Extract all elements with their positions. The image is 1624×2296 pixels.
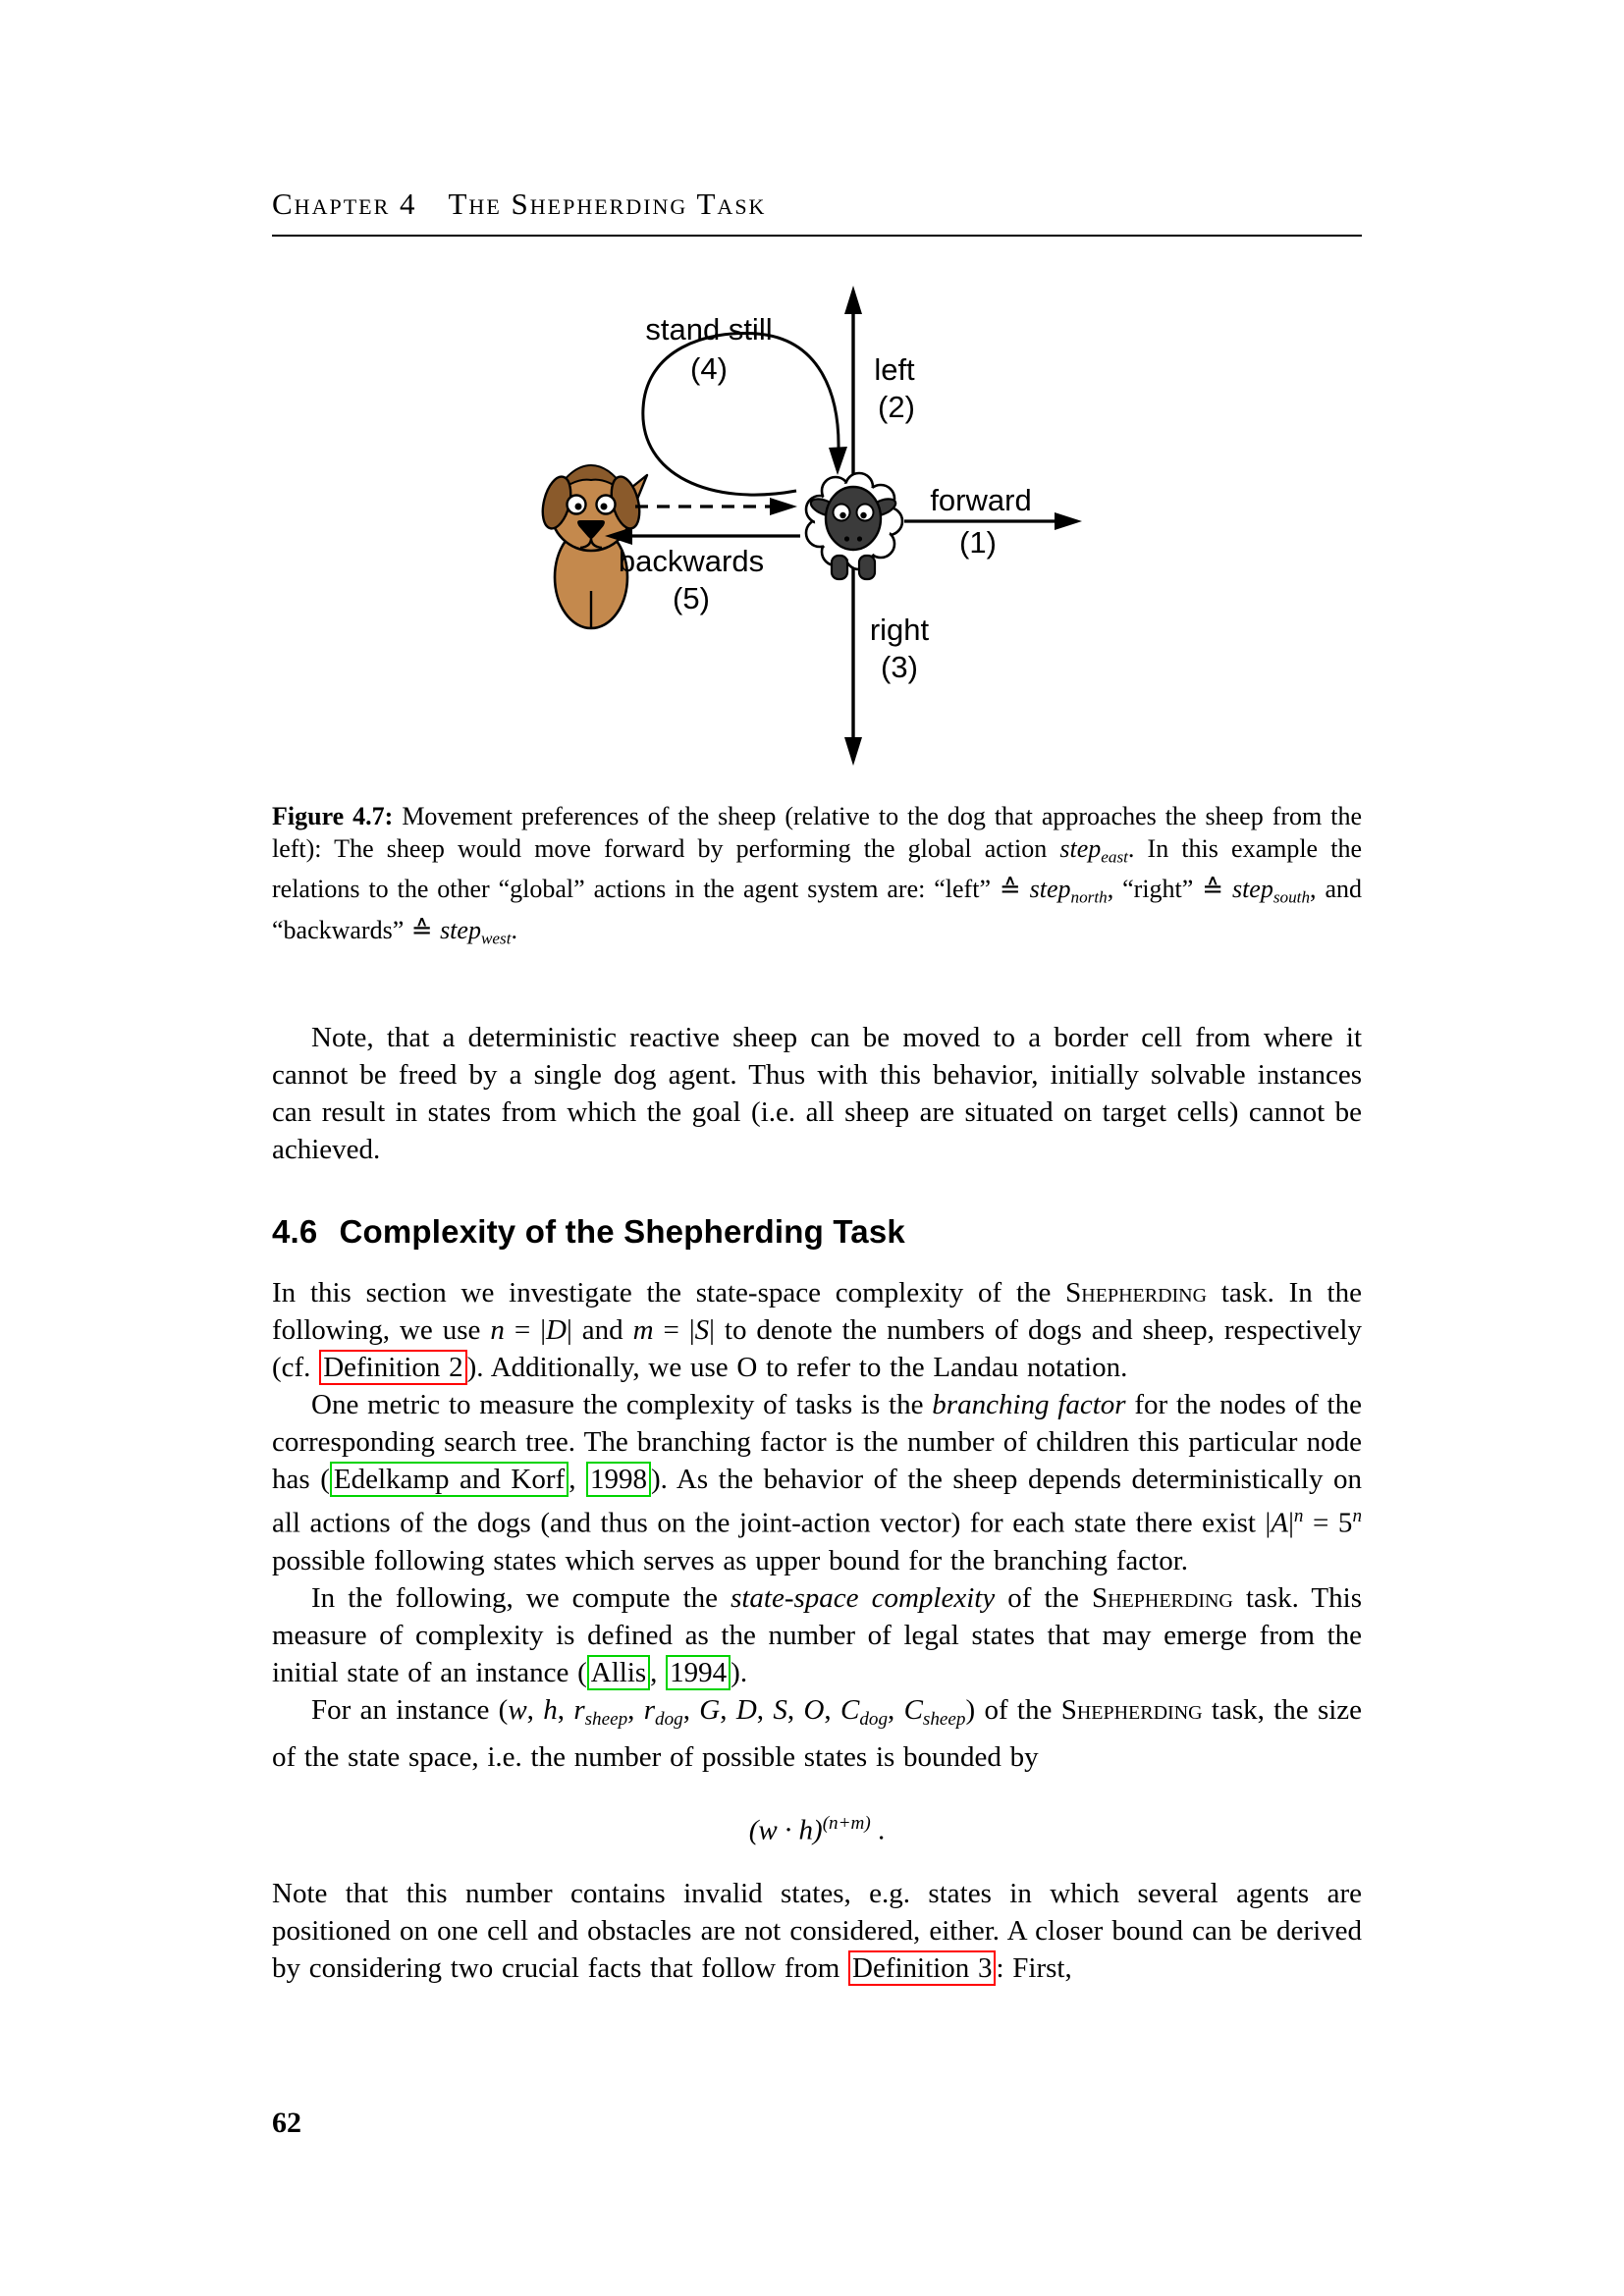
text-run: . [511, 915, 517, 944]
up-arrowhead [844, 286, 862, 314]
text-run: , and “backwards” [272, 875, 1362, 944]
text-run: step [440, 915, 481, 944]
paragraph-instance-bound [272, 1691, 1362, 1776]
text-run: C [839, 1693, 860, 1726]
sheep-movement-diagram [539, 282, 1104, 774]
text-run: . In this example the relations to the other “global” actions in the agent system are: “left” [272, 834, 1362, 904]
text-run [433, 916, 441, 944]
text-column [272, 0, 1362, 1987]
text-run: C [903, 1693, 923, 1726]
figure-caption [272, 800, 1362, 954]
paragraph-branching-factor [272, 1386, 1362, 1579]
label-right-num: (3) [881, 650, 918, 684]
text-run: In this section we investigate the state-space complexity of the [272, 1277, 1066, 1309]
sheep-face [826, 487, 881, 550]
dashed-arrowhead [770, 498, 797, 515]
text-run: branching factor [932, 1389, 1126, 1421]
text-run: , [627, 1693, 644, 1726]
text-run: state-space complexity [731, 1581, 996, 1614]
text-run: n [1293, 1506, 1304, 1527]
backwards-arrow [605, 527, 800, 545]
text-run: , [526, 1693, 544, 1726]
forward-arrowhead [1055, 512, 1082, 530]
section-number: 4.6 [272, 1213, 318, 1251]
loop-arrowhead [829, 447, 847, 475]
text-run: step [1029, 875, 1071, 904]
label-right: right [869, 613, 930, 647]
ref-link[interactable]: Edelkamp and Korf [330, 1462, 568, 1497]
text-run: n [1352, 1506, 1362, 1527]
text-run: of the [995, 1581, 1092, 1614]
running-head-title: The Shepherding Task [448, 187, 767, 221]
text-run: . [870, 1814, 886, 1846]
text-run: dog [859, 1709, 888, 1731]
paragraph-state-space-complexity [272, 1579, 1362, 1691]
text-run: for the nodes of the corresponding search tree. The branching factor is the number of children this particular node has ( [272, 1389, 1362, 1496]
text-run: In the following, we compute the [311, 1581, 731, 1614]
text-run [1223, 875, 1232, 903]
text-run: m [632, 1314, 654, 1347]
sheep-pupil-right [860, 512, 866, 518]
text-run: One metric to measure the complexity of tasks is the [311, 1389, 933, 1421]
text-run: , [888, 1693, 904, 1726]
text-run: west [480, 929, 512, 948]
text-run: | and [566, 1314, 633, 1347]
text-run: south [1272, 887, 1311, 907]
dashed-approach-arrow [635, 498, 797, 515]
ref-link[interactable]: Allis [587, 1655, 650, 1690]
text-run: S [773, 1693, 787, 1726]
sheep-nostril-left [844, 536, 849, 541]
text-run: = 5 [1303, 1507, 1353, 1539]
label-backwards: backwards [618, 544, 765, 578]
text-run: | [1288, 1507, 1294, 1539]
text-run: ). As the behavior of the sheep depends deterministically on all actions of the dogs (and thus on the joint-action vector) for each state there exist | [272, 1464, 1362, 1539]
text-run: (w · h) [748, 1814, 823, 1846]
text-run: , [756, 1693, 774, 1726]
text-run: , [650, 1656, 667, 1688]
text-run: east [1101, 847, 1128, 867]
text-run [1021, 875, 1030, 903]
label-left-num: (2) [878, 390, 915, 424]
text-run: D [735, 1693, 757, 1726]
text-run: , [568, 1464, 587, 1496]
text-run: , [557, 1693, 574, 1726]
ref-link[interactable]: 1994 [666, 1655, 731, 1690]
text-run: A [1271, 1507, 1289, 1539]
text-run: Note that this number contains invalid states, e.g. states in which several agents are positioned on one cell and obstacles are not considered, either. A closer bound can be derived by considering two crucial facts that follow from [272, 1877, 1362, 1984]
stand-still-loop-arrow [643, 334, 847, 496]
label-stand-still: stand still [645, 312, 773, 347]
text-run: D [546, 1314, 567, 1347]
text-run: r [643, 1693, 656, 1726]
text-run: Movement preferences of the sheep (relative to the dog that approaches the sheep from the left): The sheep would move forward by performing the global action [272, 802, 1362, 863]
dog-pupil-right [601, 504, 608, 510]
text-run: sheep [922, 1709, 966, 1731]
text-run: w [508, 1693, 527, 1726]
text-run: sheep [584, 1709, 628, 1731]
text-run: r [573, 1693, 585, 1726]
paragraph-invalid-states [272, 1875, 1362, 1987]
dog-pupil-left [575, 504, 582, 510]
text-run: ≙ [999, 875, 1021, 905]
ref-link[interactable]: 1998 [586, 1462, 651, 1497]
paragraph-note-border-cell [272, 1019, 1362, 1168]
text-run: ). [731, 1656, 748, 1688]
label-stand-still-num: (4) [690, 351, 728, 386]
text-run: O [803, 1693, 825, 1726]
text-run: Shepherding [1091, 1581, 1233, 1614]
text-run: Shepherding [1060, 1693, 1203, 1726]
sheep-eye-left [834, 505, 850, 521]
text-run: step [1059, 834, 1102, 863]
running-head [272, 187, 1362, 237]
text-run: , [824, 1693, 840, 1726]
text-run: task. This measure of complexity is defined as the number of legal states that may emerge from the initial state of an instance ( [272, 1581, 1362, 1688]
text-run: = | [504, 1314, 546, 1347]
ref-link[interactable]: Definition 3 [848, 1950, 996, 1986]
label-forward-num: (1) [959, 525, 997, 560]
text-run: h [543, 1693, 558, 1726]
label-left: left [874, 352, 915, 387]
text-run: : First, [996, 1951, 1072, 1984]
text-run: G [699, 1693, 721, 1726]
text-run: (n+m) [822, 1813, 871, 1835]
text-run: ≙ [410, 915, 433, 945]
text-run: ≙ [1202, 875, 1224, 905]
label-forward: forward [930, 483, 1032, 517]
sheep-eye-right [857, 505, 874, 521]
text-run: , [786, 1693, 804, 1726]
figure-4-7 [272, 282, 1362, 774]
text-run: For an instance ( [311, 1693, 509, 1726]
sheep-pupil-left [839, 512, 845, 518]
down-arrowhead [844, 737, 862, 766]
sheep-foot-left [832, 556, 847, 579]
text-run: task. In the following, we use [272, 1277, 1362, 1347]
text-run: , [682, 1693, 700, 1726]
section-title: Complexity of the Shepherding Task [339, 1213, 905, 1251]
text-run: S [694, 1314, 710, 1347]
text-run: | to denote the numbers of dogs and sheep, respectively (cf. [272, 1314, 1362, 1384]
page-number: 62 [272, 2107, 301, 2139]
running-head-chapter: Chapter 4 [272, 187, 417, 221]
text-run: Shepherding [1065, 1277, 1208, 1309]
text-run: n [490, 1314, 505, 1347]
text-run: north [1070, 887, 1108, 907]
state-space-equation [272, 1803, 1362, 1851]
sheep-illustration [806, 473, 902, 579]
ref-link[interactable]: Definition 2 [319, 1350, 466, 1385]
text-run: Figure 4.7: [272, 802, 403, 830]
text-run: possible following states which serves as upper bound for the branching factor. [272, 1544, 1189, 1576]
label-backwards-num: (5) [673, 581, 710, 615]
text-run: Note, that a deterministic reactive sheep can be moved to a border cell from where it cannot be freed by a single dog agent. Thus with this behavior, initially solvable instances can result in states from which the goal (i.e. all sheep are situated on target cells) cannot be achieved. [272, 1022, 1362, 1166]
text-run: ) of the [965, 1693, 1061, 1726]
text-run: ). Additionally, we use O to refer to the Landau notation. [466, 1352, 1128, 1384]
text-run: , [720, 1693, 736, 1726]
text-run: step [1231, 875, 1273, 904]
text-run: dog [655, 1709, 683, 1731]
paragraph-state-space-intro [272, 1274, 1362, 1386]
text-run: task, the size of the state space, i.e. the number of possible states is bounded by [272, 1693, 1363, 1774]
text-run: , “right” [1107, 875, 1203, 904]
sheep-foot-right [859, 556, 875, 579]
section-heading [272, 1213, 1362, 1251]
text-run: = | [653, 1314, 695, 1347]
sheep-nostril-right [857, 536, 862, 541]
